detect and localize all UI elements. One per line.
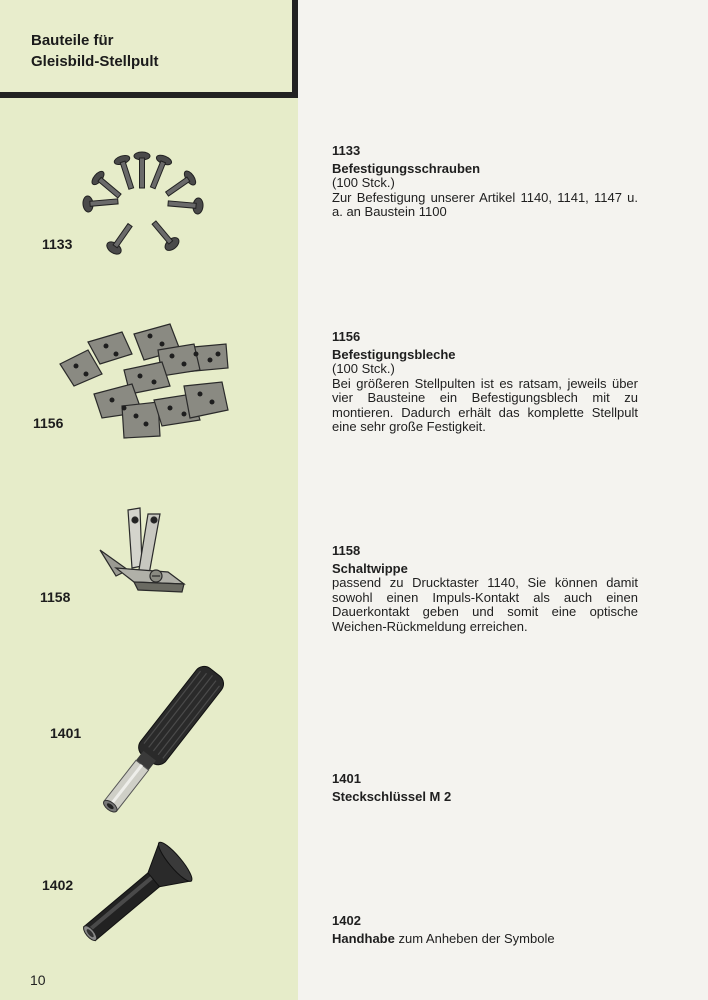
entry-number: 1401 <box>332 771 361 786</box>
entry-description: zum Anheben der Symbole <box>398 930 555 946</box>
entry-1156 <box>332 330 638 435</box>
title-line-1: Bauteile für <box>31 32 114 49</box>
entry-1402 <box>332 914 638 946</box>
entry-name: Steckschlüssel M 2 <box>332 788 452 804</box>
image-label-1156: 1156 <box>33 415 64 431</box>
entry-1401 <box>332 772 638 804</box>
entry-name: Befestigungsschrauben <box>332 160 481 176</box>
plates-illustration <box>58 320 234 442</box>
entry-name-line <box>332 932 638 947</box>
entry-1158 <box>332 544 638 634</box>
entry-description: passend zu Drucktaster 1140, Sie können damit sowohl einen Impuls-Kontakt als auch einen Dauerkontakt geben und somit eine optische Weichen-Rückmeldung erreichen. <box>332 575 638 634</box>
image-label-1158: 1158 <box>40 589 71 605</box>
page-title <box>31 30 159 72</box>
entry-1133 <box>332 144 638 220</box>
entry-number: 1402 <box>332 913 361 928</box>
title-line-2: Gleisbild-Stellpult <box>31 53 159 70</box>
page-number: 10 <box>30 972 46 988</box>
switch-rocker-illustration <box>98 506 188 598</box>
entry-number: 1158 <box>332 543 361 558</box>
entry-name: Befestigungsbleche <box>332 346 456 362</box>
entry-number: 1156 <box>332 329 361 344</box>
handle-illustration <box>74 840 198 952</box>
image-label-1401: 1401 <box>50 725 82 741</box>
entry-number: 1133 <box>332 143 361 158</box>
entry-quantity: (100 Stck.) <box>332 175 395 190</box>
entry-name: Schaltwippe <box>332 560 408 576</box>
screws-illustration <box>78 148 208 256</box>
entry-description: Zur Befestigung unserer Artikel 1140, 1141, 1147 u. a. an Baustein 1100 <box>332 189 638 219</box>
image-label-1133: 1133 <box>42 236 73 252</box>
entry-quantity: (100 Stck.) <box>332 361 395 376</box>
socket-wrench-illustration <box>68 658 254 822</box>
image-label-1402: 1402 <box>42 877 74 893</box>
entry-description: Bei größeren Stellpulten ist es ratsam, jeweils über vier Bausteine ein Befestigungsblech mit zu montieren. Dadurch erhält das komplette Stellpult eine sehr große Festigkeit. <box>332 375 638 434</box>
title-box <box>0 0 298 98</box>
entry-name: Handhabe <box>332 930 395 946</box>
